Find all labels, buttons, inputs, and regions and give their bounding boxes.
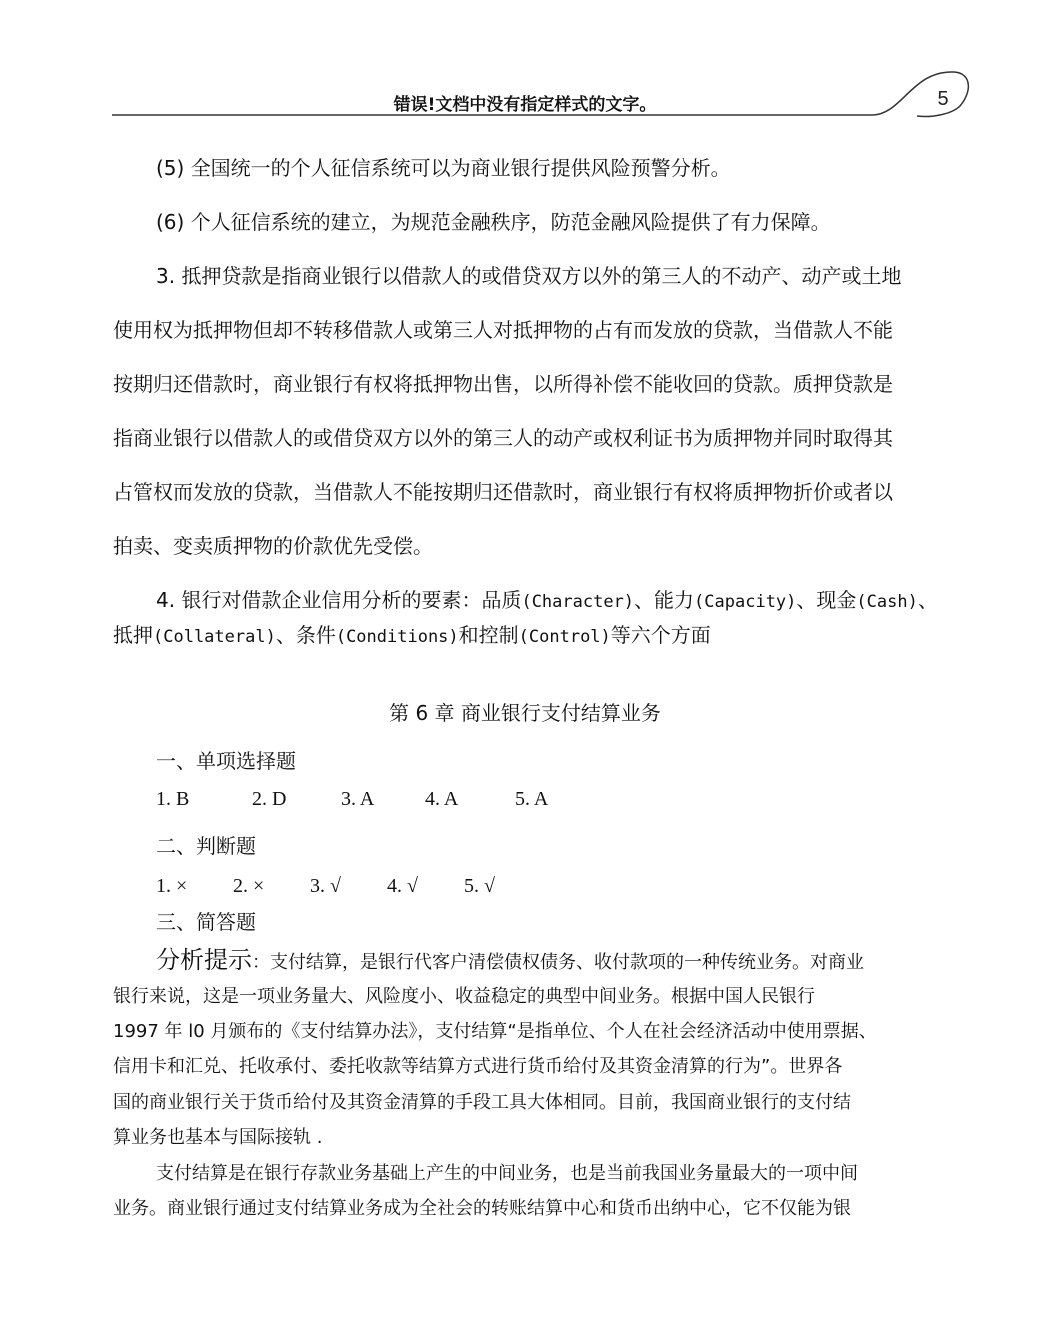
true-false-answers [156, 873, 495, 899]
answer: 5. √ [464, 875, 495, 897]
q3-line-2: 使用权为抵押物但却不转移借款人或第三人对抵押物的占有而发放的贷款，当借款人不能 [113, 318, 893, 342]
term-character: (Character) [521, 592, 635, 612]
hint-text: ：支付结算，是银行代客户清偿债权债务、收付款项的一种传统业务。对商业 [252, 952, 864, 973]
hint-line-2: 银行来说，这是一项业务量大、风险度小、收益稳定的典型中间业务。根据中国人民银行 [113, 986, 815, 1007]
section-heading-true-false: 二、判断题 [156, 834, 256, 858]
hint-line-3: 1997 年 l0 月颁布的《支付结算办法》，支付结算“是指单位、个人在社会经济活动中使用票据、 [113, 1021, 877, 1042]
hint-label: 分析提示 [156, 946, 252, 974]
answer: 3. A [341, 788, 375, 810]
answer: 2. × [233, 875, 265, 897]
q3-line-4: 指商业银行以借款人的或借贷双方以外的第三人的动产或权利证书为质押物并同时取得其 [113, 426, 893, 450]
term-cash: (Cash) [856, 592, 918, 612]
q4-text: 、 [917, 588, 938, 612]
page-number: 5 [937, 88, 949, 110]
chapter-title: 第 6 章 商业银行支付结算业务 [389, 701, 661, 725]
q4-text: 4. 银行对借款企业信用分析的要素：品质 [156, 588, 522, 612]
q3-line-3: 按期归还借款时，商业银行有权将抵押物出售，以所得补偿不能收回的贷款。质押贷款是 [113, 372, 893, 396]
running-header-title: 错误!文档中没有指定样式的文字。 [393, 95, 657, 115]
section-heading-single-choice: 一、单项选择题 [156, 749, 296, 773]
term-control: (Control) [518, 627, 611, 647]
hint-line-5: 国的商业银行关于货币给付及其资金清算的手段工具大体相同。目前，我国商业银行的支付结 [113, 1092, 851, 1113]
term-capacity: (Capacity) [694, 592, 797, 612]
answer: 1. × [156, 875, 188, 897]
section-heading-short-answer: 三、简答题 [156, 910, 256, 934]
q4-text: 、现金 [796, 588, 857, 612]
q4-text: 、能力 [634, 588, 695, 612]
q3-line-6: 拍卖、变卖质押物的价款优先受偿。 [113, 534, 433, 558]
answer-item-5: (5) 全国统一的个人征信系统可以为商业银行提供风险预警分析。 [156, 156, 731, 180]
single-choice-answers [156, 786, 548, 812]
header-rule-swoosh [112, 60, 972, 120]
q3-line-1: 3. 抵押贷款是指商业银行以借款人的或借贷双方以外的第三人的不动产、动产或土地 [156, 264, 902, 288]
answer: 4. A [425, 788, 459, 810]
q3-line-5: 占管权而发放的贷款，当借款人不能按期归还借款时，商业银行有权将质押物折价或者以 [113, 480, 893, 504]
q4-text: 抵押 [113, 623, 153, 647]
q4-text: 和控制 [458, 623, 519, 647]
answer: 2. D [252, 788, 287, 810]
term-conditions: (Conditions) [335, 627, 459, 647]
para2-line-1: 支付结算是在银行存款业务基础上产生的中间业务，也是当前我国业务量最大的一项中间 [156, 1163, 858, 1184]
hint-line-1 [156, 948, 864, 975]
term-collateral: (Collateral) [153, 627, 276, 647]
para2-line-2: 业务。商业银行通过支付结算业务成为全社会的转账结算中心和货币出纳中心，它不仅能为银 [113, 1198, 851, 1219]
answer: 3. √ [310, 875, 341, 897]
answer: 4. √ [387, 875, 418, 897]
hint-line-4: 信用卡和汇兑、托收承付、委托收款等结算方式进行货币给付及其资金清算的行为”。世界各 [113, 1056, 843, 1077]
answer-item-6: (6) 个人征信系统的建立，为规范金融秩序，防范金融风险提供了有力保障。 [156, 210, 831, 234]
answer: 5. A [515, 788, 549, 810]
q4-text: 、条件 [275, 623, 336, 647]
hint-line-6: 算业务也基本与国际接轨 . [113, 1127, 323, 1148]
q4-line-2 [113, 622, 711, 650]
q4-text: 等六个方面 [610, 623, 711, 647]
answer: 1. B [156, 788, 190, 810]
q4-line-1 [156, 587, 938, 615]
